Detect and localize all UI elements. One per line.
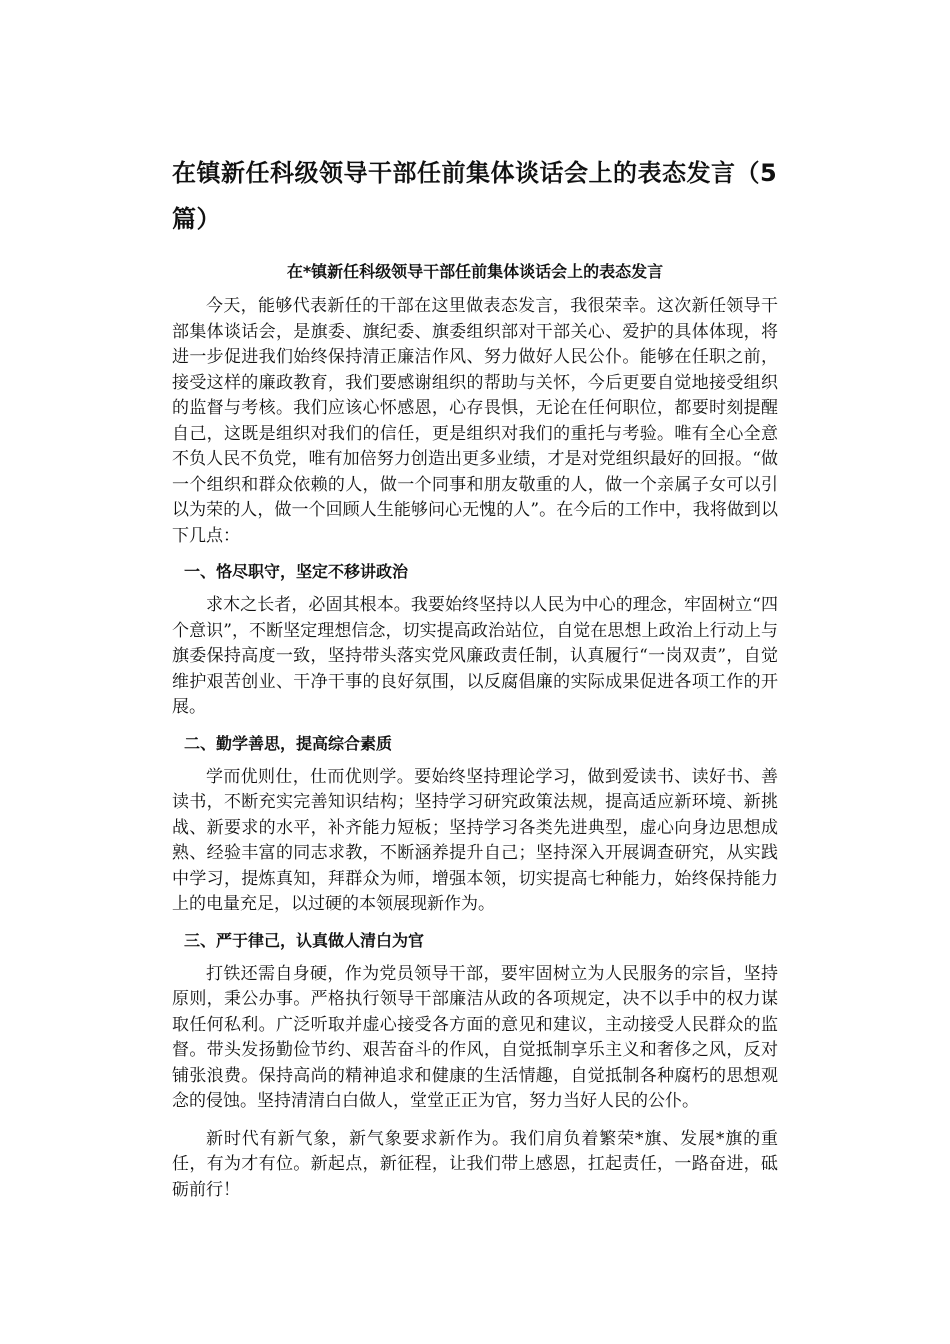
closing-paragraph: 新时代有新气象，新气象要求新作为。我们肩负着繁荣*旗、发展*旗的重任，有为才有位。新起点，新征程，让我们带上感恩，扛起责任，一路奋进，砥砺前行！ [172, 1128, 778, 1200]
section-paragraph-1: 求木之长者，必固其根本。我要始终坚持以人民为中心的理念，牢固树立“四个意识”，不断坚定理想信念，切实提高政治站位，自觉在思想上政治上行动上与旗委保持高度一致，坚持带头落实党风廉政责任制，认真履行“一岗双责”，自觉维护艰苦创业、干净干事的良好氛围，以反腐倡廉的实际成果促进各项工作的开展。 [172, 595, 778, 717]
section-paragraph-2: 学而优则仕，仕而优则学。要始终坚持理论学习，做到爱读书、读好书、善读书，不断充实完善知识结构；坚持学习研究政策法规，提高适应新环境、新挑战、新要求的水平，补齐能力短板；坚持学习各类先进典型，虚心向身边思想成熟、经验丰富的同志求教，不断涵养提升自己；坚持深入开展调查研究，从实践中学习，提炼真知，拜群众为师，增强本领，切实提高七种能力，始终保持能力上的电量充足，以过硬的本领展现新作为。 [172, 766, 778, 914]
speech-subtitle: 在*镇新任科级领导干部任前集体谈话会上的表态发言 [286, 262, 664, 281]
document-title: 在镇新任科级领导干部任前集体谈话会上的表态发言（5篇） [172, 159, 778, 233]
document-body [172, 294, 778, 1203]
section-heading-1: 一、恪尽职守，坚定不移讲政治 [184, 562, 409, 581]
section-paragraph-3: 打铁还需自身硬，作为党员领导干部，要牢固树立为人民服务的宗旨，坚持原则，秉公办事。严格执行领导干部廉洁从政的各项规定，决不以手中的权力谋取任何私利。广泛听取并虚心接受各方面的意见和建议，主动接受人民群众的监督。带头发扬勤俭节约、艰苦奋斗的作风，自觉抵制享乐主义和奢侈之风，反对铺张浪费。保持高尚的精神追求和健康的生活情趣，自觉抵制各种腐朽的思想观念的侵蚀。坚持清清白白做人，堂堂正正为官，努力当好人民的公仆。 [172, 963, 778, 1111]
section-heading-3: 三、严于律己，认真做人清白为官 [184, 930, 425, 950]
intro-paragraph: 今天，能够代表新任的干部在这里做表态发言，我很荣幸。这次新任领导干部集体谈话会，是旗委、旗纪委、旗委组织部对干部关心、爱护的具体体现，将进一步促进我们始终保持清正廉洁作风、努力做好人民公仆。能够在任职之前，接受这样的廉政教育，我们要感谢组织的帮助与关怀，今后更要自觉地接受组织的监督与考核。我们应该心怀感恩，心存畏惧，无论在任何职位，都要时刻提醒自己，这既是组织对我们的信任，更是组织对我们的重托与考验。唯有全心全意不负人民不负党，唯有加倍努力创造出更多业绩，才是对党组织最好的回报。“做一个组织和群众依赖的人，做一个同事和朋友敬重的人，做一个亲属子女可以引以为荣的人，做一个回顾人生能够问心无愧的人”。在今后的工作中，我将做到以下几点： [172, 296, 778, 546]
section-heading-2: 二、勤学善思，提高综合素质 [184, 733, 393, 753]
